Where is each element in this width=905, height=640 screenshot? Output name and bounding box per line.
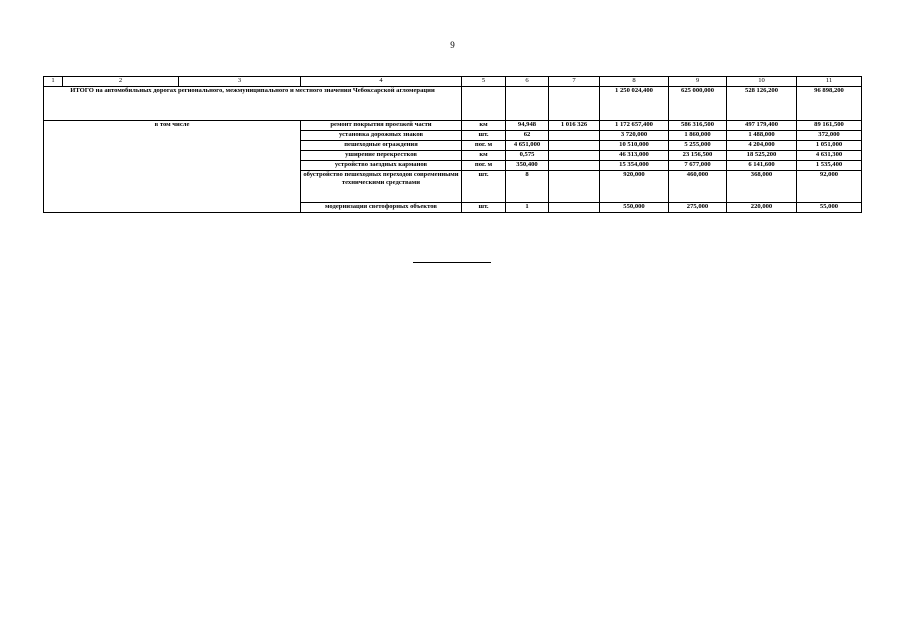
item-name: обустройство пешеходных переходов современными техническими средствами: [301, 171, 462, 203]
column-header: 4: [301, 77, 462, 87]
item-qty: 1: [506, 203, 549, 213]
item-name: устройство заездных карманов: [301, 161, 462, 171]
item-col11: 372,000: [797, 131, 862, 141]
total-qty: [506, 87, 549, 121]
item-col8: 3 720,000: [600, 131, 669, 141]
column-header: 2: [63, 77, 179, 87]
item-col7: [549, 151, 600, 161]
item-unit: шт.: [462, 203, 506, 213]
item-col8: 10 510,000: [600, 141, 669, 151]
total-col7: [549, 87, 600, 121]
item-unit: шт.: [462, 171, 506, 203]
table-row: [44, 121, 862, 131]
item-qty: 350,400: [506, 161, 549, 171]
item-col10: 18 525,200: [727, 151, 797, 161]
item-col8: 15 354,000: [600, 161, 669, 171]
item-col9: 275,000: [669, 203, 727, 213]
total-col10: 528 126,200: [727, 87, 797, 121]
item-col10: 1 488,000: [727, 131, 797, 141]
total-unit: [462, 87, 506, 121]
total-col8: 1 250 024,400: [600, 87, 669, 121]
item-col11: 89 161,500: [797, 121, 862, 131]
column-header: 1: [44, 77, 63, 87]
item-col11: 1 535,400: [797, 161, 862, 171]
column-header: 9: [669, 77, 727, 87]
item-col9: 5 255,000: [669, 141, 727, 151]
total-label: ИТОГО на автомобильных дорогах регионального, межмуниципального и местного значения Чебоксарской агломерации: [44, 87, 462, 121]
column-number-row: [44, 77, 862, 87]
item-col8: 550,000: [600, 203, 669, 213]
column-header: 3: [179, 77, 301, 87]
column-header: 5: [462, 77, 506, 87]
item-col8: 1 172 657,400: [600, 121, 669, 131]
item-col11: 4 631,300: [797, 151, 862, 161]
item-col7: [549, 203, 600, 213]
end-of-document-rule: [413, 262, 491, 263]
item-col7: [549, 171, 600, 203]
item-name: уширение перекрестков: [301, 151, 462, 161]
item-col11: 92,000: [797, 171, 862, 203]
item-qty: 0,575: [506, 151, 549, 161]
item-col8: 920,000: [600, 171, 669, 203]
column-header: 11: [797, 77, 862, 87]
item-col10: 497 179,400: [727, 121, 797, 131]
item-unit: пог. м: [462, 141, 506, 151]
item-col7: 1 016 326: [549, 121, 600, 131]
item-col7: [549, 131, 600, 141]
item-col9: 23 156,500: [669, 151, 727, 161]
item-unit: км: [462, 151, 506, 161]
item-col7: [549, 161, 600, 171]
item-qty: 62: [506, 131, 549, 141]
item-col9: 1 860,000: [669, 131, 727, 141]
item-col9: 460,000: [669, 171, 727, 203]
item-col9: 586 316,500: [669, 121, 727, 131]
item-col8: 46 313,000: [600, 151, 669, 161]
group-label: в том числе: [44, 121, 301, 213]
column-header: 8: [600, 77, 669, 87]
item-col7: [549, 141, 600, 151]
item-name: пешеходные ограждения: [301, 141, 462, 151]
item-unit: пог. м: [462, 161, 506, 171]
column-header: 6: [506, 77, 549, 87]
item-qty: 94,948: [506, 121, 549, 131]
item-col11: 1 051,000: [797, 141, 862, 151]
item-col10: 6 141,600: [727, 161, 797, 171]
report-table: [43, 76, 862, 213]
column-header: 10: [727, 77, 797, 87]
total-col9: 625 000,000: [669, 87, 727, 121]
item-unit: шт.: [462, 131, 506, 141]
total-col11: 96 898,200: [797, 87, 862, 121]
item-name: установка дорожных знаков: [301, 131, 462, 141]
item-col10: 368,000: [727, 171, 797, 203]
item-qty: 8: [506, 171, 549, 203]
item-col10: 4 204,000: [727, 141, 797, 151]
page-number: 9: [450, 40, 455, 50]
item-qty: 4 651,000: [506, 141, 549, 151]
item-name: ремонт покрытия проезжей части: [301, 121, 462, 131]
item-col9: 7 677,000: [669, 161, 727, 171]
item-col10: 220,000: [727, 203, 797, 213]
item-name: модернизация светофорных объектов: [301, 203, 462, 213]
item-col11: 55,000: [797, 203, 862, 213]
total-row: [44, 87, 862, 121]
column-header: 7: [549, 77, 600, 87]
item-unit: км: [462, 121, 506, 131]
